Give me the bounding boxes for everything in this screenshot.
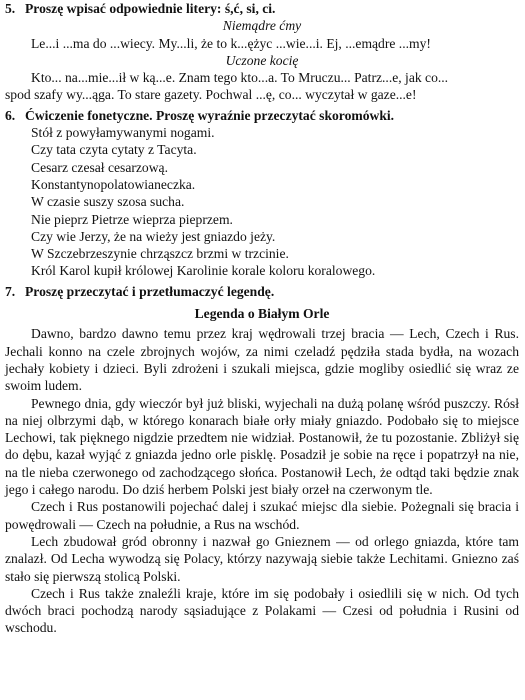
legend-paragraph-4: Lech zbudował gród obronny i nazwał go Gnieznem — od orlego gniazda, które tam znalazł. Od Lecha wywodzą się Polacy, którzy nazywają siebie także Lechitami. Gniezno zaś stało się pierwszą stolicą Polski. xyxy=(5,533,519,584)
exercise-5-number: 5. xyxy=(5,1,16,16)
exercise-7-instruction: Proszę przeczytać i przetłumaczyć legendę. xyxy=(25,283,275,299)
tongue-twister-3: Cesarz czesał cesarzową. xyxy=(31,159,168,175)
poem-1-title: Niemądre ćmy xyxy=(222,18,302,34)
exercise-5-heading xyxy=(5,0,519,17)
tongue-twister-9: Król Karol kupił królowej Karolinie korale koloru koralowego. xyxy=(31,263,376,279)
legend-title: Legenda o Białym Orle xyxy=(194,306,330,322)
exercise-6-heading xyxy=(5,107,519,124)
tongue-twister-8: W Szczebrzeszynie chrząszcz brzmi w trzcinie. xyxy=(31,246,289,262)
exercise-5-instruction: Proszę wpisać odpowiednie litery: ś,ć, si, ci. xyxy=(25,1,276,16)
legend-paragraph-5: Czech i Rus także znaleźli kraje, które im się podobały i osiedlili się w nich. Od tych dwóch braci pochodzą narody sąsiadujące z Polakami — Czesi od południa i Rusini od wschodu. xyxy=(5,585,519,636)
poem-1-text: Le...i ...ma do ...wiecy. My...li, że to k...ężyc ...wie...i. Ej, ...emądre ...my! xyxy=(31,35,431,51)
exercise-7-heading xyxy=(5,283,519,300)
tongue-twister-4: Konstantynopolatowianeczka. xyxy=(31,176,196,192)
poem-2-title: Uczone kocię xyxy=(225,52,299,68)
tongue-twister-1: Stół z powyłamywanymi nogami. xyxy=(31,125,215,141)
poem-2-line-1: Kto... na...mie...ił w ką...e. Znam tego kto...a. To Mruczu... Patrz...e, jak co... xyxy=(31,70,449,86)
tongue-twister-7: Czy wie Jerzy, że na wieży jest gniazdo jeży. xyxy=(31,228,276,244)
exercise-6-number: 6. xyxy=(5,107,16,123)
exercise-7-number: 7. xyxy=(5,283,16,299)
legend-paragraph-3: Czech i Rus postanowili pojechać dalej i szukać miejsc dla siebie. Pożegnali się bracia i powędrowali — Czech na południe, a Rus na wschód. xyxy=(5,499,519,532)
exercise-6-instruction: Ćwiczenie fonetyczne. Proszę wyraźnie przeczytać skoromówki. xyxy=(25,107,395,123)
tongue-twister-2: Czy tata czyta cytaty z Tacyta. xyxy=(31,142,197,158)
legend-paragraph-2: Pewnego dnia, gdy wieczór był już bliski, wyjechali na dużą polanę wśród puszczy. Rósł na niej olbrzymi dąb, w którego konarach białe orły miały gniazdo. Podobało się to miejsce Lechowi, tak pięknego nigdzie przedtem nie widział. Postanowił, że tu pozostanie. Zbliżył się do dębu, kazał wyjąć z gniazda jedno orle pisklę. Posadził je sobie na ręce i popatrzył na nie, na tle nieba czerwonego od zachodzącego słońca. Postanowił Lech, że odtąd taki będzie znak jego i całego narodu. Do dziś herbem Polski jest biały orzeł na czerwonym tle. xyxy=(5,395,519,498)
poem-2-line-2: spod szafy wy...ąga. To stare gazety. Pochwal ...ę, co... wyczytał w gaze...e! xyxy=(5,87,417,103)
tongue-twister-5: W czasie suszy szosa sucha. xyxy=(31,194,185,210)
tongue-twister-6: Nie pieprz Pietrze wieprza pieprzem. xyxy=(31,211,233,227)
legend-paragraph-1: Dawno, bardzo dawno temu przez kraj wędrowali trzej bracia — Lech, Czech i Rus. Jechali konno na czele zbrojnych wojów, za nimi czeladź pędziła stada bydła, na wozach jechały kobiety i dzieci. Byli zdrożeni i szukali miejsca, gdzie mogliby osiedlić się wraz ze swoim ludem. xyxy=(5,326,519,394)
